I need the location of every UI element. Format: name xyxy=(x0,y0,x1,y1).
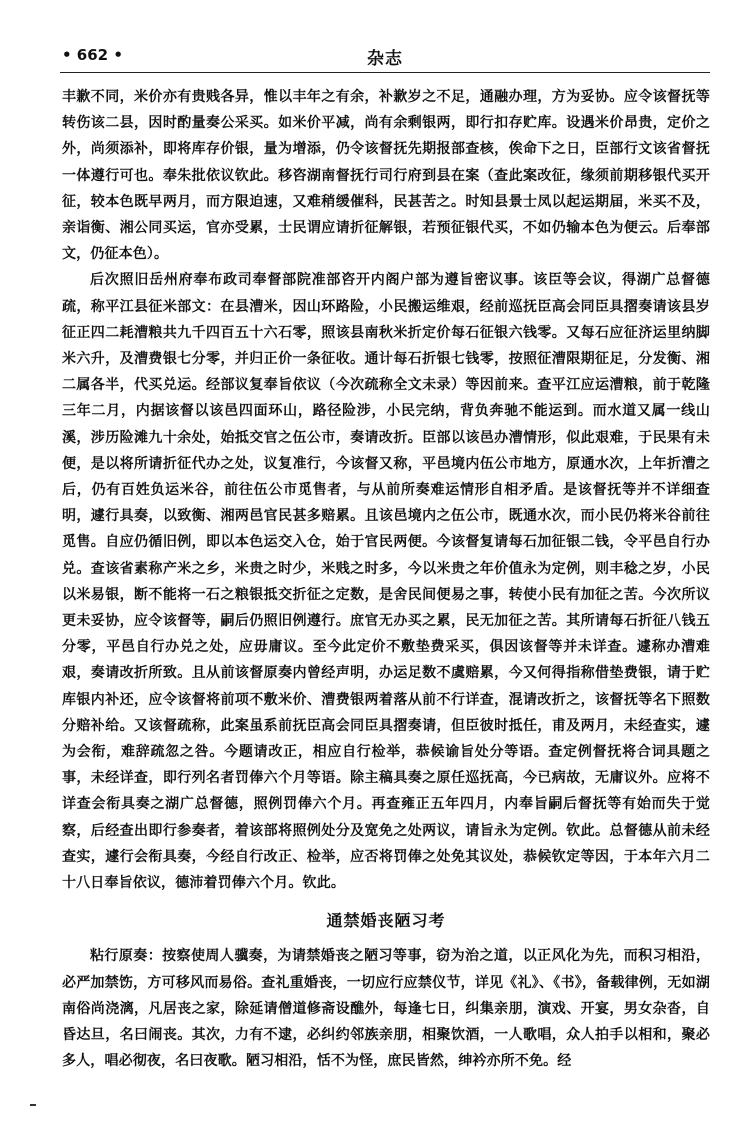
section-paragraph: 粘行原奏：按察使周人骥奏，为请禁婚丧之陋习等事，窃为治之道，以正风化为先，而积习相沿，必严加禁饬，方可移风而易俗。查礼重婚丧，一切应行应禁仪节，详见《礼》、《书》，备载律例，无如湖南俗尚浇漓，凡居丧之家，除延请僧道修斋设醮外，每逢七日，纠集亲朋，演戏、开宴，男女杂沓，自昏达旦，名曰闹丧。其次，力有不逮，必纠约邻族亲朋，相聚饮酒，一人歌唱，众人拍手以相和，聚必多人，唱必彻夜，名曰夜歌。陋习相沿，恬不为怪，庶民皆然，绅衿亦所不免。经 xyxy=(62,948,710,1070)
header-rule xyxy=(60,72,710,73)
paragraph-memorial: 后次照旧岳州府奉布政司奉督部院准部咨开内阁户部为遵旨密议事。该臣等会议，得湖广总督德疏，称平江县征米部文：在县漕米，因山环路险，小民搬运维艰，经前巡抚臣高会同臣具摺奏请该县岁征正四二耗漕粮共九千四百五十六石零，照该县南秋米折定价每石征银六钱零。又每石应征济运里纳脚米六升，及漕费银七分零，并归正价一条征收。通计每石折银七钱零，按照征漕限期征足，分发衡、湘二属各半，代买兑运。经部议复奉旨依议（今次疏称全文未录）等因前来。查平江应运漕粮，前于乾隆三年二月，内据该督以该邑四面环山，路径险涉，小民完纳，背负奔驰不能运到。而水道又属一线山溪，涉历险滩九十余处，始抵交官之伍公市，奏请改折。臣部以该邑办漕情形，似此艰难，于民果有未便，是以将所请折征代办之处，议复准行，今该督又称，平邑境内伍公市地方，原通水次，上年折漕之后，仍有百姓负运米谷，前往伍公市觅售者，与从前所奏难运情形自相矛盾。是该督抚等并不详细查明，遽行具奏，以致衡、湘两邑官民甚多赔累。且该邑境内之伍公市，既通水次，而小民仍将米谷前往觅售。自应仍循旧例，即以本色运交入仓，始于官民两便。今该督复请每石加征银二钱，令平邑自行办兑。查该省素称产米之乡，米贵之时少，米贱之时多，今以米贵之年价值永为定例，则丰稔之岁，小民以米易银，断不能将一石之粮银抵交折征之定数，是舍民间便易之事，转使小民有加征之苦。今次所议更未妥协，应令该督等，嗣后仍照旧例遵行。庶官无办买之累，民无加征之苦。其所请每石折征八钱五分零，平邑自行办兑之处，应毋庸议。至今此定价不敷垫费采买，俱因该督等并未详查。遽称办漕难艰，奏请改折所致。且从前该督原奏内曾经声明，办运足数不虞赔累，今又何得指称借垫费银，请于贮库银内补还，应令该督将前项不敷米价、漕费银两着落从前不行详查，混请改折之，该督抚等名下照数分赔补给。又该督疏称，此案虽系前抚臣高会同臣具摺奏请，但臣彼时抵任，甫及两月，未经查实，遽为会衔，难辞疏忽之咎。今题请改正，相应自行检举，恭候谕旨处分等语。查定例督抚将合词具题之事，未经详查，即行列名者罚俸六个月等语。除主稿具奏之原任巡抚高，今已病故，无庸议外。应将不详查会衔具奏之湖广总督德，照例罚俸六个月。再查雍正五年四月，内奉旨嗣后督抚等有始而失于觉察，后经查出即行参奏者，着该部将照例处分及宽免之处两议，请旨永为定例。钦此。总督德从前未经查实，遽行会衔具奏，今经自行改正、检举，应否将罚俸之处免其议处，恭候钦定等因，于本年六月二十八日奉旨依议，德沛着罚俸六个月。钦此。 xyxy=(62,272,710,892)
section-title: 通禁婚丧陋习考 xyxy=(326,911,446,931)
page-number: • 662 • xyxy=(62,46,123,64)
scan-mark xyxy=(30,1104,36,1106)
page-body xyxy=(62,84,710,1074)
page-header xyxy=(60,44,710,70)
paragraph-continued: 丰歉不同，米价亦有贵贱各异，惟以丰年之有余，补歉岁之不足，通融办理，方为妥协。应令该督抚等转伤该二县，因时酌量奏公采买。如米价平减，尚有余剩银两，即行扣存贮库。设遇米价昂贵，定价之外，尚须添补，即将库存价银，量为增添，仍令该督抚先期报部查核，俟命下之日，臣部行文该省督抚一体遵行可也。奉朱批依议钦此。移咨湖南督抚行司行府到县在案（查此案改征，缘须前期移银代买开征，较本色既早两月，而方限迫速，又难稍缓催科，民甚苦之。时知县景士凤以起运期届，米买不及，亲诣衡、湘公同买运，官亦受累，士民谓应请折征解银，若预征银代买，不如仍输本色为便云。后奉部文，仍征本色）。 xyxy=(62,89,710,263)
running-head: 杂志 xyxy=(367,49,403,69)
